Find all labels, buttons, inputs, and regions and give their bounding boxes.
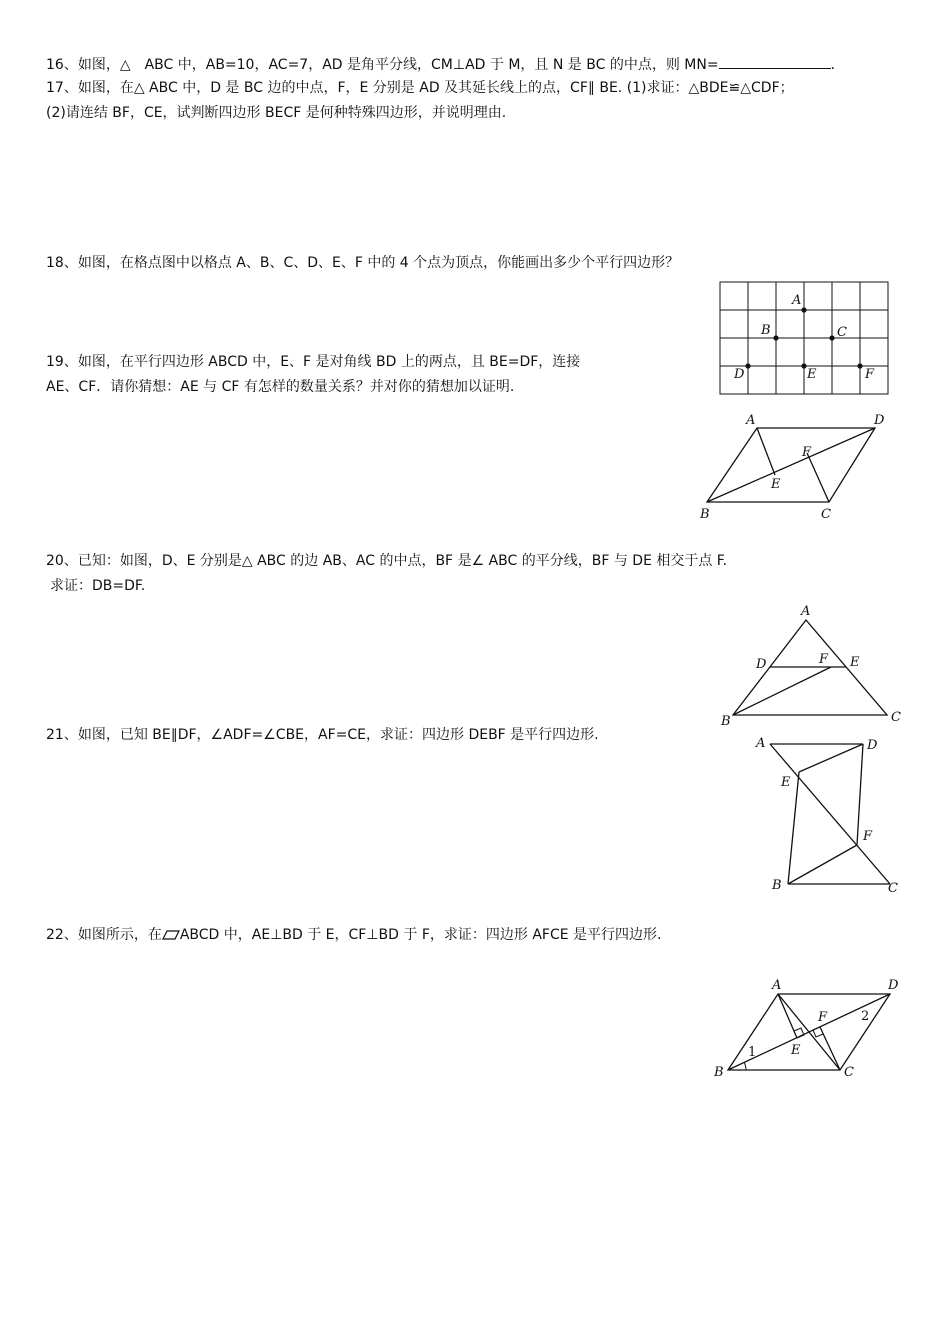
question-17-line-1: 17、如图，在△ ABC 中，D 是 BC 边的中点，F，E 分别是 AD 及其延长线上的点，CF∥ BE. (1)求证：△BDE≌△CDF； — [46, 80, 794, 96]
q19-label-d: D — [874, 413, 885, 428]
q19-label-e: E — [771, 477, 781, 492]
q22-suffix: ABCD 中，AE⊥BD 于 E，CF⊥BD 于 F，求证：四边形 AFCE 是平行四边形. — [179, 927, 662, 943]
q21-label-f: F — [863, 829, 873, 844]
q18-grid-figure — [718, 280, 892, 398]
q16-answer-blank[interactable] — [719, 55, 831, 69]
q19-label-b: B — [700, 507, 710, 522]
q20-label-d: D — [756, 657, 767, 672]
q22-label-f: F — [818, 1010, 828, 1025]
question-19-line-1: 19、如图，在平行四边形 ABCD 中，E、F 是对角线 BD 上的两点，且 BE=DF，连接 — [46, 354, 581, 370]
question-18: 18、如图，在格点图中以格点 A、B、C、D、E、F 中的 4 个点为顶点，你能画出多少个平行四边形？ — [46, 255, 680, 271]
question-22 — [46, 926, 661, 944]
q20-triangle-figure — [715, 600, 910, 730]
q18-point-e — [801, 363, 806, 368]
q22-label-a: A — [772, 978, 782, 993]
question-21: 21、如图，已知 BE∥DF，∠ADF=∠CBE，AF=CE，求证：四边形 DEBF 是平行四边形. — [46, 727, 599, 743]
q18-label-a: A — [792, 293, 802, 308]
q18-label-b: B — [761, 323, 771, 338]
question-20-line-1: 20、已知：如图，D、E 分别是△ ABC 的边 AB、AC 的中点，BF 是∠ ABC 的平分线，BF 与 DE 相交于点 F. — [46, 553, 728, 569]
q20-label-a: A — [801, 604, 811, 619]
q22-label-c: C — [844, 1065, 854, 1080]
q21-quadrilateral-figure — [750, 732, 910, 898]
question-19-line-2: AE、CF．请你猜想：AE 与 CF 有怎样的数量关系？并对你的猜想加以证明. — [46, 379, 515, 395]
q16-text: 16、如图，△ ABC 中，AB=10，AC=7，AD 是角平分线，CM⊥AD 于 M，且 N 是 BC 的中点，则 MN= — [46, 57, 719, 73]
q18-point-b — [773, 335, 778, 340]
q19-label-c: C — [821, 507, 831, 522]
q19-parallelogram-figure — [695, 408, 895, 524]
q21-label-b: B — [772, 878, 782, 893]
question-16 — [46, 55, 835, 74]
q22-label-e: E — [791, 1043, 801, 1058]
q22-prefix: 22、如图所示，在 — [46, 927, 162, 943]
q18-point-d — [745, 363, 750, 368]
q22-angle-2: 2 — [861, 1009, 870, 1024]
q18-point-f — [857, 363, 862, 368]
q22-label-b: B — [714, 1065, 724, 1080]
q20-label-b: B — [721, 714, 731, 729]
q19-label-a: A — [746, 413, 756, 428]
parallelogram-symbol-icon — [162, 930, 180, 940]
q18-label-c: C — [837, 325, 847, 340]
q18-point-a — [801, 307, 806, 312]
q21-label-c: C — [888, 881, 898, 896]
q22-label-d: D — [888, 978, 899, 993]
q21-label-e: E — [781, 775, 791, 790]
q18-label-e: E — [807, 367, 817, 382]
q19-label-f: F — [802, 445, 812, 460]
q22-parallelogram-figure — [708, 972, 908, 1080]
question-20-line-2: 求证：DB=DF. — [50, 578, 146, 594]
q21-label-a: A — [756, 736, 766, 751]
q20-label-c: C — [891, 710, 901, 725]
q18-label-f: F — [865, 367, 875, 382]
question-17-line-2: (2)请连结 BF，CE，试判断四边形 BECF 是何种特殊四边形，并说明理由. — [46, 105, 507, 121]
q18-point-c — [829, 335, 834, 340]
q18-label-d: D — [734, 367, 745, 382]
q16-suffix: . — [830, 57, 835, 73]
q22-angle-1: 1 — [748, 1045, 757, 1060]
q20-label-f: F — [819, 652, 829, 667]
q21-label-d: D — [867, 738, 878, 753]
q20-label-e: E — [850, 655, 860, 670]
